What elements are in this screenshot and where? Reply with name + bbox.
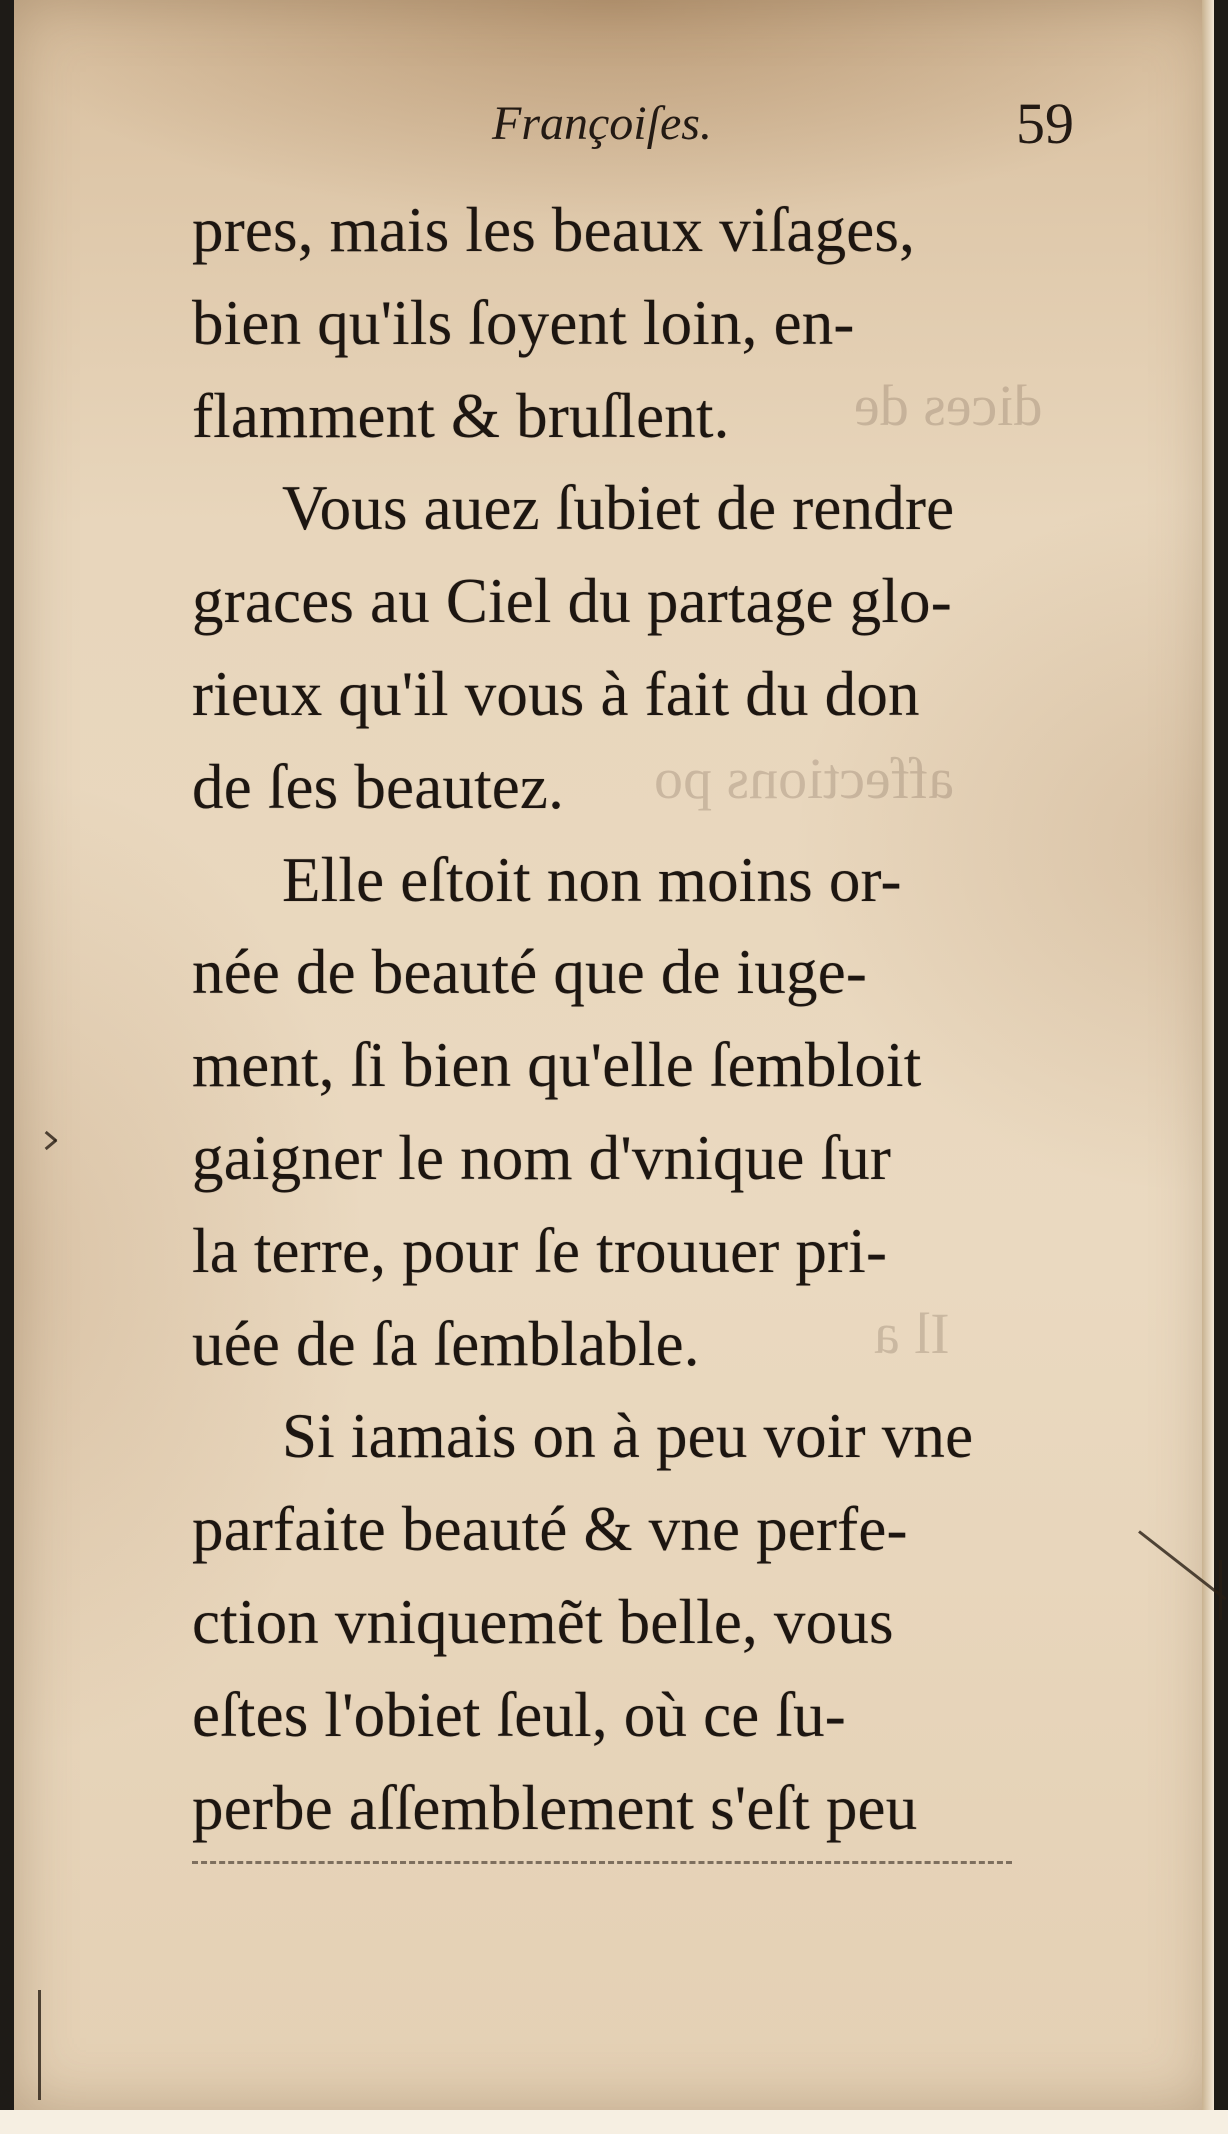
margin-mark (1219, 1560, 1222, 1620)
page-number: 59 (1016, 91, 1074, 156)
running-head: Françoiſes. (492, 97, 712, 150)
text-line: parfaite beauté & vne perfe- (192, 1494, 908, 1565)
text-line: la terre, pour ſe trouuer pri- (192, 1215, 888, 1286)
text-block (192, 184, 1092, 1854)
text-line: pres, mais les beaux viſages, (192, 195, 916, 265)
margin-mark (38, 1990, 41, 2100)
underline-rule (192, 1861, 1012, 1864)
text-line: gaigner le nom d'vnique ſur (192, 1122, 892, 1193)
paragraph-first-line: Si iamais on à peu voir vne (282, 1401, 974, 1472)
text-line: née de beauté que de iuge- (192, 937, 868, 1008)
paragraph-first-line: Elle eſtoit non moins or- (282, 844, 902, 915)
text-line: rieux qu'il vous à fait du don (192, 658, 920, 729)
text-line: bien qu'ils ſoyent loin, en- (192, 287, 855, 358)
text-line: perbe aſſemblement s'eſt peu (192, 1772, 918, 1843)
text-line: de ſes beautez. (192, 751, 565, 822)
show-through-text: Il a (874, 1301, 950, 1366)
text-line: ment, ſi bien qu'elle ſembloit (192, 1030, 922, 1101)
page-header (14, 91, 1214, 176)
margin-mark (45, 1139, 58, 1150)
book-page (14, 0, 1214, 2110)
show-through-text: dices de (854, 373, 1043, 438)
text-line: graces au Ciel du partage glo- (192, 566, 952, 637)
paragraph-first-line: Vous auez ſubiet de rendre (282, 473, 955, 544)
scan-border (0, 2110, 1228, 2134)
text-line: uée de ſa ſemblable. (192, 1308, 700, 1379)
text-line: eſtes l'obiet ſeul, où ce ſu- (192, 1679, 846, 1750)
text-line: flamment & bruſlent. (192, 380, 730, 451)
page-edge (1202, 0, 1214, 2110)
show-through-text: affections po (654, 746, 955, 811)
text-line: ction vniquemẽt belle, vous (192, 1586, 894, 1657)
